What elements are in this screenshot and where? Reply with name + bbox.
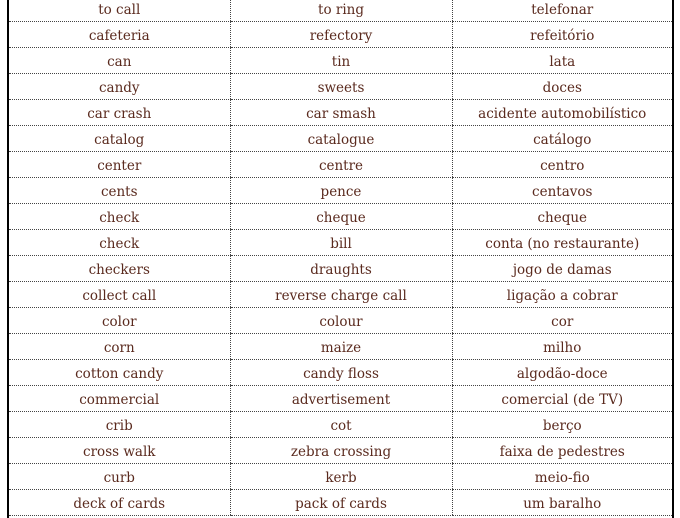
portuguese-term: algodão-doce: [516, 366, 608, 382]
table-row: [9, 230, 672, 256]
portuguese-term: ligação a cobrar: [506, 288, 618, 304]
american-term-cell: [9, 204, 230, 230]
british-term-cell: [230, 0, 452, 22]
british-term: cheque: [316, 210, 366, 226]
portuguese-term-cell: [452, 386, 672, 412]
american-term: cotton candy: [75, 366, 164, 382]
portuguese-term-cell: [452, 360, 672, 386]
table-row: [9, 204, 672, 230]
american-term: corn: [103, 340, 135, 356]
table-row: [9, 464, 672, 490]
american-term: candy: [98, 80, 140, 96]
portuguese-term: acidente automobilístico: [478, 106, 647, 122]
american-term: deck of cards: [73, 496, 166, 512]
british-term-cell: [230, 152, 452, 178]
american-term: center: [97, 158, 142, 174]
american-term-cell: [9, 308, 230, 334]
portuguese-term: cor: [551, 314, 574, 330]
table-row: [9, 438, 672, 464]
british-term: to ring: [318, 2, 364, 18]
table-row: [9, 490, 672, 516]
british-term-cell: [230, 464, 452, 490]
portuguese-term-cell: [452, 490, 672, 516]
portuguese-term-cell: [452, 126, 672, 152]
american-term-cell: [9, 412, 230, 438]
table-row: [9, 178, 672, 204]
american-term: curb: [103, 470, 135, 486]
british-term-cell: [230, 360, 452, 386]
american-term-cell: [9, 438, 230, 464]
portuguese-term-cell: [452, 100, 672, 126]
british-term: maize: [320, 340, 362, 356]
american-term: can: [107, 54, 132, 70]
american-term: car crash: [87, 106, 152, 122]
portuguese-term-cell: [452, 412, 672, 438]
table-row: [9, 412, 672, 438]
american-term: check: [99, 236, 140, 252]
american-term-cell: [9, 256, 230, 282]
american-term-cell: [9, 0, 230, 22]
british-term-cell: [230, 282, 452, 308]
british-term-cell: [230, 412, 452, 438]
british-term: catalogue: [307, 132, 375, 148]
american-term-cell: [9, 22, 230, 48]
portuguese-term: meio-fio: [534, 470, 590, 486]
american-term-cell: [9, 74, 230, 100]
portuguese-term-cell: [452, 334, 672, 360]
british-term-cell: [230, 334, 452, 360]
british-term: colour: [319, 314, 363, 330]
british-term-cell: [230, 438, 452, 464]
table-row: [9, 48, 672, 74]
portuguese-term-cell: [452, 308, 672, 334]
portuguese-term-cell: [452, 204, 672, 230]
table-row: [9, 360, 672, 386]
british-term: centre: [318, 158, 364, 174]
american-term-cell: [9, 334, 230, 360]
british-term-cell: [230, 230, 452, 256]
american-term-cell: [9, 100, 230, 126]
british-term: zebra crossing: [290, 444, 392, 460]
british-term: advertisement: [291, 392, 391, 408]
portuguese-term-cell: [452, 74, 672, 100]
american-term: to call: [98, 2, 141, 18]
portuguese-term: berço: [542, 418, 582, 434]
portuguese-term-cell: [452, 178, 672, 204]
british-term-cell: [230, 48, 452, 74]
table-row: [9, 386, 672, 412]
british-term: cot: [330, 418, 352, 434]
american-term-cell: [9, 152, 230, 178]
british-term-cell: [230, 204, 452, 230]
british-term-cell: [230, 22, 452, 48]
table-row: [9, 0, 672, 22]
american-term: check: [99, 210, 140, 226]
portuguese-term-cell: [452, 256, 672, 282]
portuguese-term: milho: [543, 340, 582, 356]
portuguese-term: comercial (de TV): [501, 392, 624, 408]
american-term: collect call: [82, 288, 157, 304]
portuguese-term-cell: [452, 282, 672, 308]
portuguese-term: refeitório: [530, 28, 595, 44]
american-term: commercial: [79, 392, 160, 408]
american-term: crib: [105, 418, 133, 434]
american-term: cross walk: [83, 444, 156, 460]
american-term-cell: [9, 360, 230, 386]
british-term-cell: [230, 100, 452, 126]
british-term: pack of cards: [295, 496, 387, 512]
glossary-table: [9, 0, 672, 516]
british-term-cell: [230, 126, 452, 152]
british-term: kerb: [325, 470, 357, 486]
american-term-cell: [9, 178, 230, 204]
american-term: cafeteria: [88, 28, 150, 44]
portuguese-term-cell: [452, 464, 672, 490]
british-term: tin: [331, 54, 351, 70]
american-term-cell: [9, 282, 230, 308]
glossary-table-container: [7, 0, 674, 518]
table-row: [9, 308, 672, 334]
american-term: checkers: [88, 262, 150, 278]
british-term: bill: [330, 236, 352, 252]
american-term: cents: [100, 184, 138, 200]
portuguese-term-cell: [452, 48, 672, 74]
american-term: color: [101, 314, 137, 330]
table-row: [9, 256, 672, 282]
british-term: draughts: [310, 262, 372, 278]
british-term-cell: [230, 386, 452, 412]
british-term: car smash: [306, 106, 376, 122]
table-row: [9, 22, 672, 48]
portuguese-term: conta (no restaurante): [485, 236, 640, 252]
british-term: pence: [320, 184, 362, 200]
portuguese-term: catálogo: [533, 132, 592, 148]
portuguese-term-cell: [452, 0, 672, 22]
american-term-cell: [9, 48, 230, 74]
portuguese-term: centro: [540, 158, 585, 174]
british-term-cell: [230, 490, 452, 516]
american-term: catalog: [94, 132, 145, 148]
table-row: [9, 100, 672, 126]
portuguese-term: faixa de pedestres: [499, 444, 625, 460]
american-term-cell: [9, 464, 230, 490]
table-row: [9, 152, 672, 178]
portuguese-term: doces: [542, 80, 582, 96]
table-row: [9, 126, 672, 152]
portuguese-term: lata: [549, 54, 576, 70]
glossary-table-body: [9, 0, 672, 516]
british-term-cell: [230, 308, 452, 334]
british-term-cell: [230, 74, 452, 100]
american-term-cell: [9, 386, 230, 412]
table-row: [9, 282, 672, 308]
portuguese-term: cheque: [537, 210, 588, 226]
portuguese-term-cell: [452, 22, 672, 48]
british-term: sweets: [317, 80, 365, 96]
american-term-cell: [9, 490, 230, 516]
american-term-cell: [9, 126, 230, 152]
british-term: reverse charge call: [275, 288, 407, 304]
portuguese-term-cell: [452, 438, 672, 464]
table-row: [9, 74, 672, 100]
portuguese-term: centavos: [532, 184, 593, 200]
portuguese-term: um baralho: [523, 496, 602, 512]
british-term-cell: [230, 256, 452, 282]
table-row: [9, 334, 672, 360]
british-term-cell: [230, 178, 452, 204]
portuguese-term-cell: [452, 152, 672, 178]
british-term: candy floss: [303, 366, 379, 382]
portuguese-term: jogo de damas: [512, 262, 612, 278]
american-term-cell: [9, 230, 230, 256]
british-term: refectory: [309, 28, 373, 44]
portuguese-term-cell: [452, 230, 672, 256]
portuguese-term: telefonar: [531, 2, 594, 18]
